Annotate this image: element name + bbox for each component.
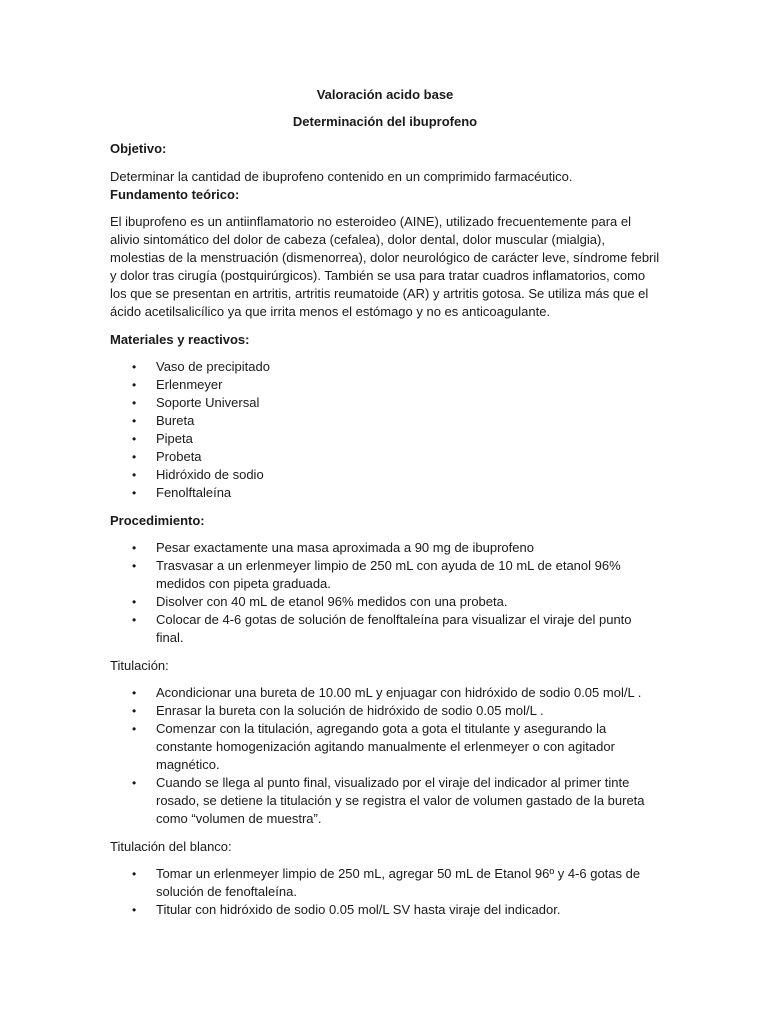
list-item-text: Tomar un erlenmeyer limpio de 250 mL, agregar 50 mL de Etanol 96º y 4-6 gotas de solución de fenoftaleína. (156, 866, 641, 899)
bullet-icon: • (132, 867, 137, 881)
materials-heading: Materiales y reactivos: (110, 332, 250, 347)
list-item (110, 865, 660, 901)
bullet-icon: • (132, 450, 137, 464)
bullet-icon: • (132, 559, 137, 573)
bullet-icon: • (132, 595, 137, 609)
list-item (110, 720, 660, 774)
list-item-text: Pesar exactamente una masa aproximada a 90 mg de ibuprofeno (156, 540, 534, 555)
bullet-icon: • (132, 722, 137, 736)
list-item-text: Pipeta (156, 431, 193, 446)
list-item (110, 484, 660, 502)
document-title: Valoración acido base (316, 87, 454, 102)
bullet-icon: • (132, 486, 137, 500)
list-item (110, 466, 660, 484)
list-item (110, 593, 660, 611)
list-item-text: Acondicionar una bureta de 10.00 mL y enjuagar con hidróxido de sodio 0.05 mol/L . (156, 685, 642, 700)
list-item-text: Disolver con 40 mL de etanol 96% medidos con una probeta. (156, 594, 508, 609)
blank-titration-heading: Titulación del blanco: (110, 839, 232, 854)
list-item-text: Cuando se llega al punto final, visualizado por el viraje del indicador al primer tinte rosado, se detiene la titulación y se registra el valor de volumen gastado de la bureta como “volumen de muestra”. (156, 775, 645, 826)
blank-titration-list (110, 865, 660, 919)
list-item-text: Comenzar con la titulación, agregando gota a gota el titulante y asegurando la constante homogenización agitando manualmente el erlenmeyer o con agitador magnético. (156, 721, 615, 772)
bullet-icon: • (132, 414, 137, 428)
bullet-icon: • (132, 378, 137, 392)
objective-text: Determinar la cantidad de ibuprofeno contenido en un comprimido farmacéutico. (110, 169, 573, 184)
objective-heading: Objetivo: (110, 141, 167, 156)
list-item (110, 448, 660, 466)
document-subtitle: Determinación del ibuprofeno (292, 114, 478, 129)
list-item (110, 702, 660, 720)
list-item (110, 611, 660, 647)
bullet-icon: • (132, 776, 137, 790)
titration-list (110, 684, 660, 828)
theory-text: El ibuprofeno es un antiinflamatorio no esteroideo (AINE), utilizado frecuentemente para el alivio sintomático del dolor de cabeza (cefalea), dolor dental, dolor muscular (mialgia), molestias de la menstruación (dismenorrea), dolor neurológico de carácter leve, síndrome febril y dolor tras cirugía (postquirúrgicos). También se usa para tratar cuadros inflamatorios, como los que se presentan en artritis, artritis reumatoide (AR) y artritis gotosa. Se utiliza más que el ácido acetilsalicílico ya que irrita menos el estómago y no es anticoagulante. (110, 214, 660, 319)
list-item (110, 412, 660, 430)
materials-list (110, 358, 660, 502)
list-item-text: Enrasar la bureta con la solución de hidróxido de sodio 0.05 mol/L . (156, 703, 544, 718)
document-content (110, 86, 660, 919)
bullet-icon: • (132, 360, 137, 374)
list-item (110, 774, 660, 828)
list-item (110, 394, 660, 412)
list-item-text: Vaso de precipitado (156, 359, 270, 374)
list-item-text: Titular con hidróxido de sodio 0.05 mol/L SV hasta viraje del indicador. (156, 902, 561, 917)
list-item (110, 376, 660, 394)
list-item (110, 430, 660, 448)
list-item-text: Colocar de 4-6 gotas de solución de fenolftaleína para visualizar el viraje del punto final. (156, 612, 632, 645)
bullet-icon: • (132, 468, 137, 482)
bullet-icon: • (132, 396, 137, 410)
titration-heading: Titulación: (110, 658, 169, 673)
list-item-text: Trasvasar a un erlenmeyer limpio de 250 mL con ayuda de 10 mL de etanol 96% medidos con pipeta graduada. (156, 558, 621, 591)
bullet-icon: • (132, 903, 137, 917)
bullet-icon: • (132, 613, 137, 627)
procedure-list (110, 539, 660, 647)
list-item (110, 557, 660, 593)
procedure-heading: Procedimiento: (110, 513, 205, 528)
list-item-text: Bureta (156, 413, 195, 428)
list-item (110, 684, 660, 702)
bullet-icon: • (132, 704, 137, 718)
list-item-text: Hidróxido de sodio (156, 467, 264, 482)
bullet-icon: • (132, 432, 137, 446)
list-item-text: Erlenmeyer (156, 377, 223, 392)
bullet-icon: • (132, 541, 137, 555)
list-item-text: Soporte Universal (156, 395, 260, 410)
list-item (110, 901, 660, 919)
list-item-text: Probeta (156, 449, 202, 464)
list-item-text: Fenolftaleína (156, 485, 232, 500)
list-item (110, 539, 660, 557)
theory-heading: Fundamento teórico: (110, 187, 240, 202)
list-item (110, 358, 660, 376)
bullet-icon: • (132, 686, 137, 700)
